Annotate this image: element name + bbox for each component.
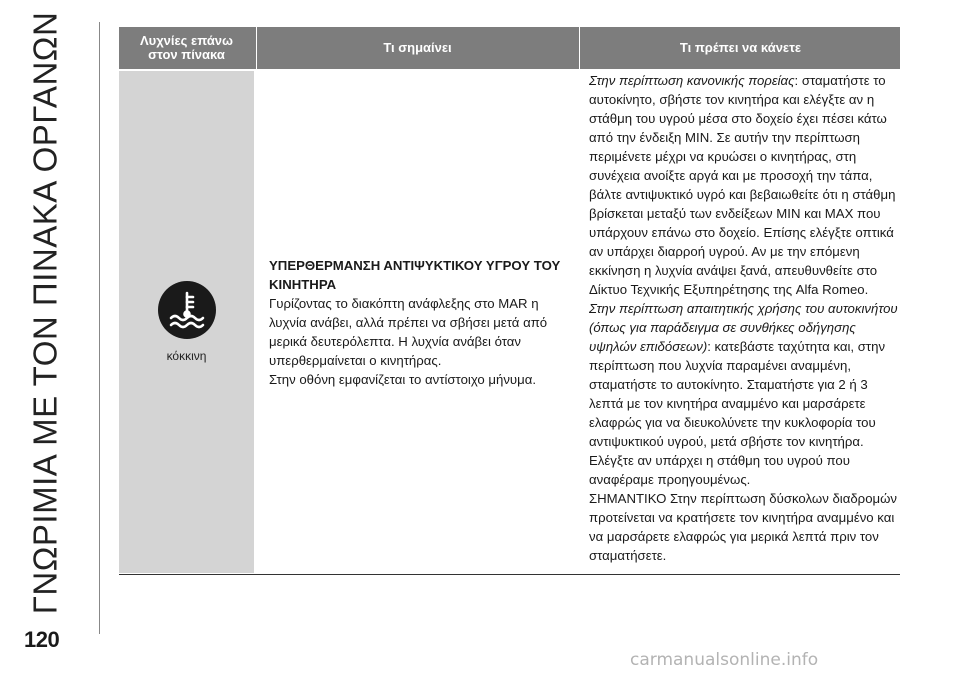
light-cell (119, 71, 254, 573)
vertical-divider (99, 22, 100, 634)
header-action-label: Τι πρέπει να κάνετε (679, 40, 802, 55)
meaning-cell (269, 71, 574, 573)
action-p2-italic: Στην περίπτωση απαιτητικής χρήσης του αυτοκινήτου (όπως για παράδειγμα σε συνθήκες οδήγησης υψηλών επιδόσεων) (589, 301, 898, 354)
meaning-text-2: Στην οθόνη εμφανίζεται το αντίστοιχο μήνυμα. (269, 371, 537, 387)
action-p1-text: : σταματήστε το αυτοκίνητο, σβήστε τον κινητήρα και ελέγξτε αν η στάθμη του υγρού μέσα στο δοχείο έχει πέσει κάτω από την ένδειξη MIN. Σε αυτήν την περίπτωση περιμένετε μέχρι να κρυώσει ο κινητήρας, στη συνέχεια ανοίξτε αργά και με προσοχή την τάπα, βάλτε αντιψυκτικό υγρό και βεβαιωθείτε ότι η στάθμη βρίσκεται μεταξύ των ενδείξεων MIN και MAX που υπάρχουν επάνω στο δοχείο. Επίσης ελέγξτε οπτικά αν υπάρχει διαρροή υγρού. Αν με την επόμενη εκκίνηση η λυχνία ανάψει ξανά, απευθυνθείτε στο Δίκτυο Τεχνικής Εξυπηρέτησης της Alfa Romeo. (589, 73, 896, 297)
action-paragraph-1 (589, 71, 904, 299)
header-lights-label: Λυχνίες επάνω στον πίνακα (139, 33, 234, 62)
action-cell (589, 71, 904, 565)
table-header (119, 27, 900, 69)
header-meaning (256, 27, 578, 69)
warning-light-table (119, 27, 900, 575)
action-p1-italic: Στην περίπτωση κανονικής πορείας (589, 73, 795, 88)
section-title-text: ΓΝΩΡΙΜΙΑ ΜΕ ΤΟΝ ΠΙΝΑΚΑ ΟΡΓΑΝΩΝ (26, 11, 63, 615)
meaning-heading: ΥΠΕΡΘΕΡΜΑΝΣΗ ΑΝΤΙΨΥΚΤΙΚΟΥ ΥΓΡΟΥ ΤΟΥ ΚΙΝΗΤΗΡΑ (269, 257, 561, 292)
watermark: carmanualsonline.info (630, 650, 819, 670)
meaning-text: Γυρίζοντας το διακόπτη ανάφλεξης στο MAR η λυχνία ανάβει, αλλά πρέπει να σβήσει μετά από μερικά δευτερόλεπτα. Η λυχνία ανάβει όταν υπερθερμαίνεται ο κινητήρας. (269, 295, 548, 368)
action-paragraph-3: ΣΗΜΑΝΤΙΚΟ Στην περίπτωση δύσκολων διαδρομών προτείνεται να κρατήσετε τον κινητήρα αναμμένο και να μαρσάρετε ελαφρώς για μερικά λεπτά πριν τον σταματήσετε. (589, 491, 898, 563)
action-p2-text: : κατεβάστε ταχύτητα και, στην περίπτωση που λυχνία παραμένει αναμμένη, σταματήστε το αυτοκίνητο. Σταματήστε για 2 ή 3 λεπτά με τον κινητήρα αναμμένο και μαρσάρετε ελαφρώς για να διευκολύνετε την κυκλοφορία του αντιψυκτικού υγρού, μετά σβήστε τον κινητήρα. Ελέγξτε αν υπάρχει η στάθμη του υγρού που αναφέραμε προηγουμένως. (589, 339, 886, 487)
header-action (579, 27, 901, 69)
page-number: 120 (24, 627, 60, 652)
table-bottom-rule (119, 574, 900, 575)
light-color-label: κόκκινη (166, 349, 207, 363)
coolant-temperature-icon (158, 281, 216, 339)
action-paragraph-2 (589, 299, 904, 489)
header-lights (119, 27, 254, 69)
header-meaning-label: Τι σημαίνει (383, 40, 452, 55)
section-title-vertical (10, 10, 80, 616)
